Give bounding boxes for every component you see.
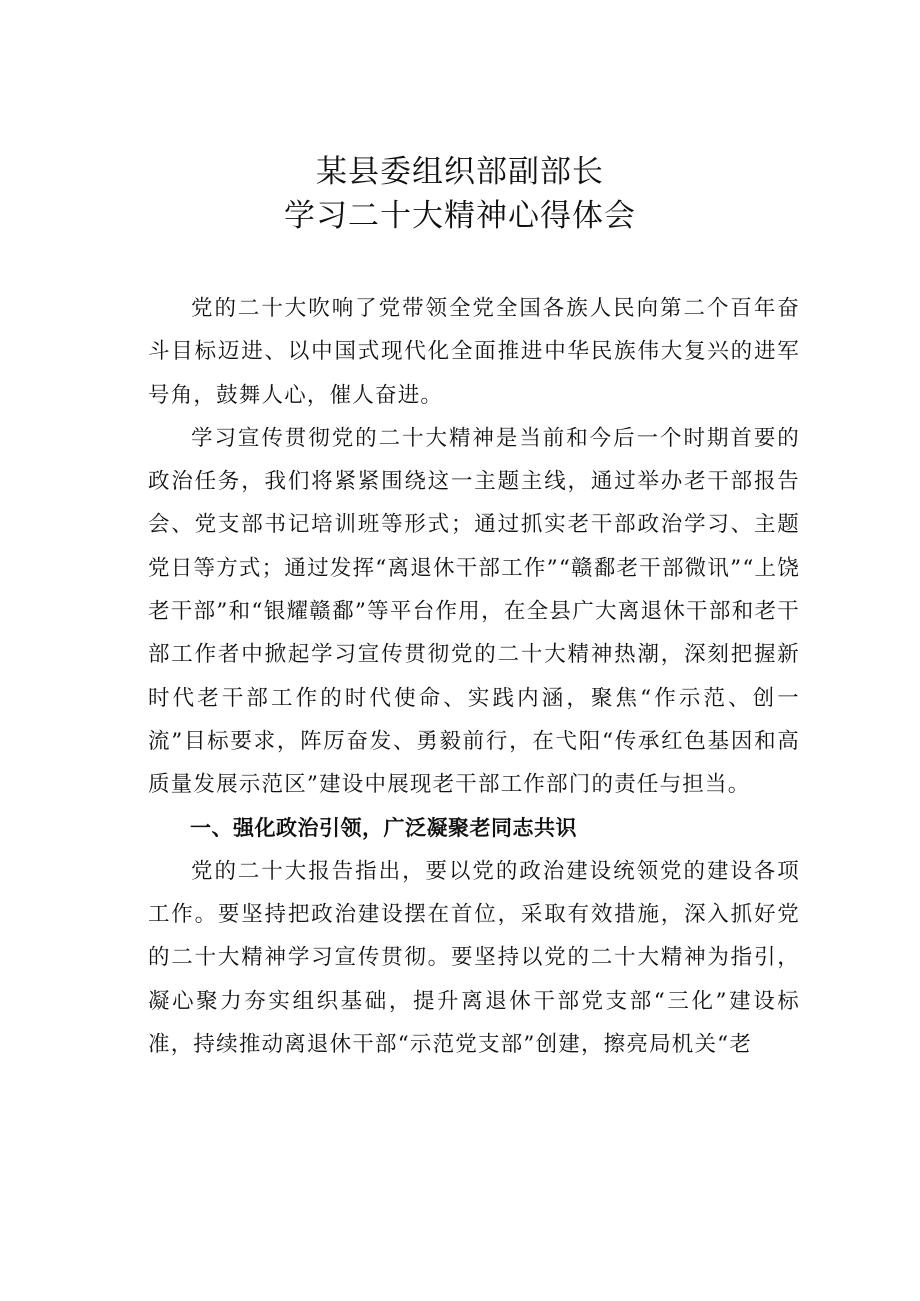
paragraph-intro: 党的二十大吹响了党带领全党全国各族人民向第二个百年奋斗目标迈进、以中国式现代化全面推进中华民族伟大复兴的进军号角，鼓舞人心，催人奋进。 <box>148 296 800 408</box>
document-body <box>148 287 800 1066</box>
document-title <box>0 150 920 238</box>
title-line-1: 某县委组织部副部长 <box>316 154 604 190</box>
section-heading-1: 一、强化政治引领，广泛凝聚老同志共识 <box>190 815 577 840</box>
section-1-paragraph: 党的二十大报告指出，要以党的政治建设统领党的建设各项工作。要坚持把政治建设摆在首位，采取有效措施，深入抓好党的二十大精神学习宣传贯彻。要坚持以党的二十大精神为指引，凝心聚力夯实组织基础，提升离退休干部党支部“三化”建设标准，持续推动离退休干部“示范党支部”创建，擦亮局机关“老 <box>148 858 800 1058</box>
title-line-2: 学习二十大精神心得体会 <box>284 198 636 234</box>
paragraph-study: 学习宣传贯彻党的二十大精神是当前和今后一个时期首要的政治任务，我们将紧紧围绕这一主题主线，通过举办老干部报告会、党支部书记培训班等形式；通过抓实老干部政治学习、主题党日等方式；通过发挥“离退休干部工作”“赣鄱老干部微讯”“上饶老干部”和“银耀赣鄱”等平台作用，在全县广大离退休干部和老干部工作者中掀起学习宣传贯彻党的二十大精神热潮，深刻把握新时代老干部工作的时代使命、实践内涵，聚焦“作示范、创一流”目标要求，阵厉奋发、勇毅前行，在弋阳“传承红色基因和高质量发展示范区”建设中展现老干部工作部门的责任与担当。 <box>148 425 800 798</box>
